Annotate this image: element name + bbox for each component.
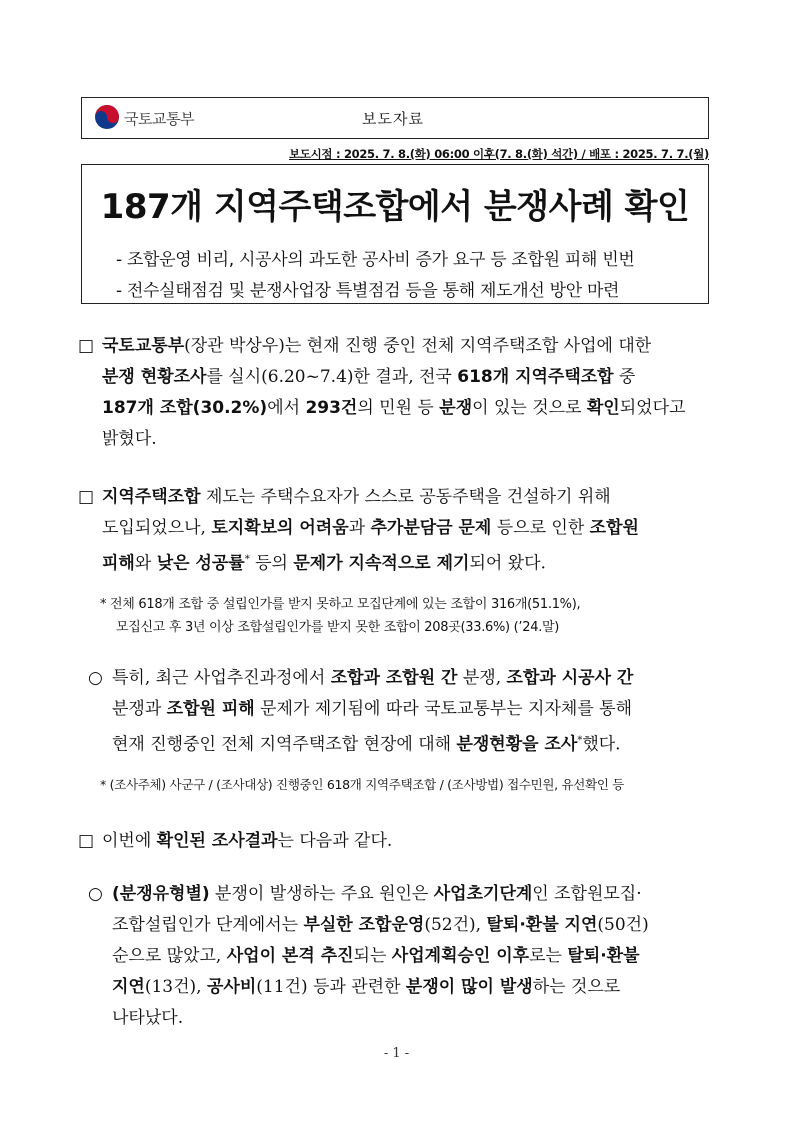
- ministry-name: 국토교통부: [124, 110, 194, 128]
- text-line: 지역주택조합 제도는 주택수요자가 스스로 공동주택을 건설하기 위해: [102, 487, 611, 507]
- paragraph-dispute-types: [88, 879, 728, 1034]
- page-number: - 1 -: [383, 1046, 410, 1061]
- document-type: 보도자료: [362, 110, 424, 128]
- subheadline-1: - 조합운영 비리, 시공사의 과도한 공사비 증가 요구 등 조합원 피해 빈번: [116, 250, 635, 270]
- text-line: 국토교통부(장관 박상우)는 현재 진행 중인 전체 지역주택조합 사업에 대한: [102, 336, 652, 356]
- note-line: 모집신고 후 3년 이상 조합설립인가를 받지 못한 조합이 208곳(33.6%) (’24.말): [116, 620, 560, 635]
- text-line: 밝혔다.: [102, 429, 157, 449]
- header-box: [81, 97, 709, 139]
- headline: 187개 지역주택조합에서 분쟁사례 확인: [100, 187, 690, 227]
- square-bullet-icon: □: [78, 487, 95, 507]
- text-line: 분쟁과 조합원 피해 문제가 제기됨에 따라 국토교통부는 지자체를 통해: [112, 699, 632, 719]
- note-line: * 전체 618개 조합 중 설립인가를 받지 못하고 모집단계에 있는 조합이 316개(51.1%),: [100, 597, 581, 612]
- text-line: 순으로 많았고, 사업이 본격 추진되는 사업계획승인 이후로는 탈퇴·환불: [112, 946, 640, 966]
- embargo-line: 보도시점 : 2025. 7. 8.(화) 06:00 이후(7. 8.(화) 석간) / 배포 : 2025. 7. 7.(월): [289, 147, 709, 161]
- text-line: 현재 진행중인 전체 지역주택조합 현장에 대해 분쟁현황을 조사*했다.: [112, 734, 621, 755]
- text-line: 특히, 최근 사업추진과정에서 조합과 조합원 간 분쟁, 조합과 시공사 간: [112, 668, 634, 688]
- taegeuk-logo-icon: [94, 104, 120, 130]
- square-bullet-icon: □: [78, 831, 95, 851]
- title-box: [81, 164, 709, 304]
- text-line: 지연(13건), 공사비(11건) 등과 관련한 분쟁이 많이 발생하는 것으로: [112, 977, 621, 997]
- circle-bullet-icon: ○: [88, 668, 103, 688]
- footnote-union-status: [100, 593, 580, 639]
- paragraph-investigation: [88, 663, 728, 761]
- circle-bullet-icon: ○: [88, 884, 103, 904]
- text-line: 나타났다.: [112, 1008, 184, 1028]
- ministry-logo: [94, 104, 244, 132]
- text-line: (분쟁유형별) 분쟁이 발생하는 주요 원인은 사업초기단계인 조합원모집·: [112, 884, 642, 904]
- subheadline-2: - 전수실태점검 및 분쟁사업장 특별점검 등을 통해 제도개선 방안 마련: [116, 281, 620, 301]
- paragraph-background: [78, 482, 718, 580]
- footnote-survey-method: * (조사주체) 사군구 / (조사대상) 진행중인 618개 지역주택조합 / (조사방법) 접수민원, 유선확인 등: [100, 777, 625, 792]
- text-line: 분쟁 현황조사를 실시(6.20~7.4)한 결과, 전국 618개 지역주택조합 중: [102, 367, 636, 387]
- text-line: 이번에 확인된 조사결과는 다음과 같다.: [102, 831, 393, 851]
- square-bullet-icon: □: [78, 336, 95, 356]
- text-line: 187개 조합(30.2%)에서 293건의 민원 등 분쟁이 있는 것으로 확인되었다고: [102, 398, 686, 418]
- text-line: 도입되었으나, 토지확보의 어려움과 추가분담금 문제 등으로 인한 조합원: [102, 518, 639, 538]
- text-line: 피해와 낮은 성공률* 등의 문제가 지속적으로 제기되어 왔다.: [102, 553, 546, 574]
- paragraph-result-intro: [78, 826, 718, 857]
- text-line: 조합설립인가 단계에서는 부실한 조합운영(52건), 탈퇴·환불 지연(50건): [112, 915, 649, 935]
- paragraph-survey-result: [78, 331, 718, 455]
